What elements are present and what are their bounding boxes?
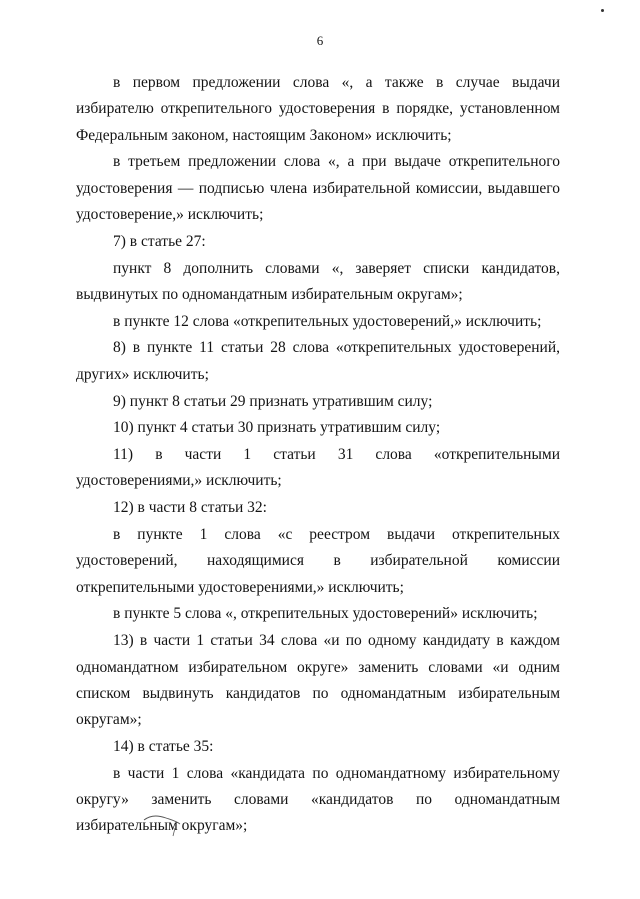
paragraph-14: 14) в статье 35: [113,737,214,755]
paragraph-1: в первом предложении слова «, а также в случае выдачи избирателю открепительного удостоверения в порядке, установленном Федеральным законом, настоящим Законом» исключить; [76,74,560,144]
document-body [76,70,560,840]
paragraph-11: в пункте 1 слова «с реестром выдачи открепительных удостоверений, находящимися в избирательной комиссии открепительными удостоверениями,» исключить; [76,526,560,596]
paragraph-4: пункт 8 дополнить словами «, заверяет списки кандидатов, выдвинутых по одномандатным избирательным округам»; [76,259,560,303]
page-number: 6 [316,33,324,48]
handwritten-mark [142,812,184,838]
scan-speck [601,9,604,12]
paragraph-13: 13) в части 1 статьи 34 слова «и по одному кандидату в каждом одномандатном избирательном округе» заменить словами «и одним списком выдвинуть кандидатов по одномандатным избирательным округам»; [76,632,560,729]
paragraph-12: в пункте 5 слова «, открепительных удостоверений» исключить; [113,605,538,623]
paragraph-5: в пункте 12 слова «открепительных удостоверений,» исключить; [113,312,542,330]
paragraph-3: 7) в статье 27: [113,232,206,250]
paragraph-6: 8) в пункте 11 статьи 28 слова «открепительных удостоверений, других» исключить; [76,339,560,383]
paragraph-9: 11) в части 1 статьи 31 слова «открепительными удостоверениями,» исключить; [76,446,560,490]
paragraph-10: 12) в части 8 статьи 32: [113,499,267,517]
paragraph-7: 9) пункт 8 статьи 29 признать утратившим силу; [113,392,433,410]
paragraph-8: 10) пункт 4 статьи 30 признать утратившим силу; [113,419,441,437]
paragraph-15: в части 1 слова «кандидата по одномандатному избирательному округу» заменить словами «кандидатов по одномандатным избирательным округам»; [76,764,560,835]
paragraph-2: в третьем предложении слова «, а при выдаче открепительного удостоверения — подписью члена избирательной комиссии, выдавшего удостоверение,» исключить; [76,153,560,223]
